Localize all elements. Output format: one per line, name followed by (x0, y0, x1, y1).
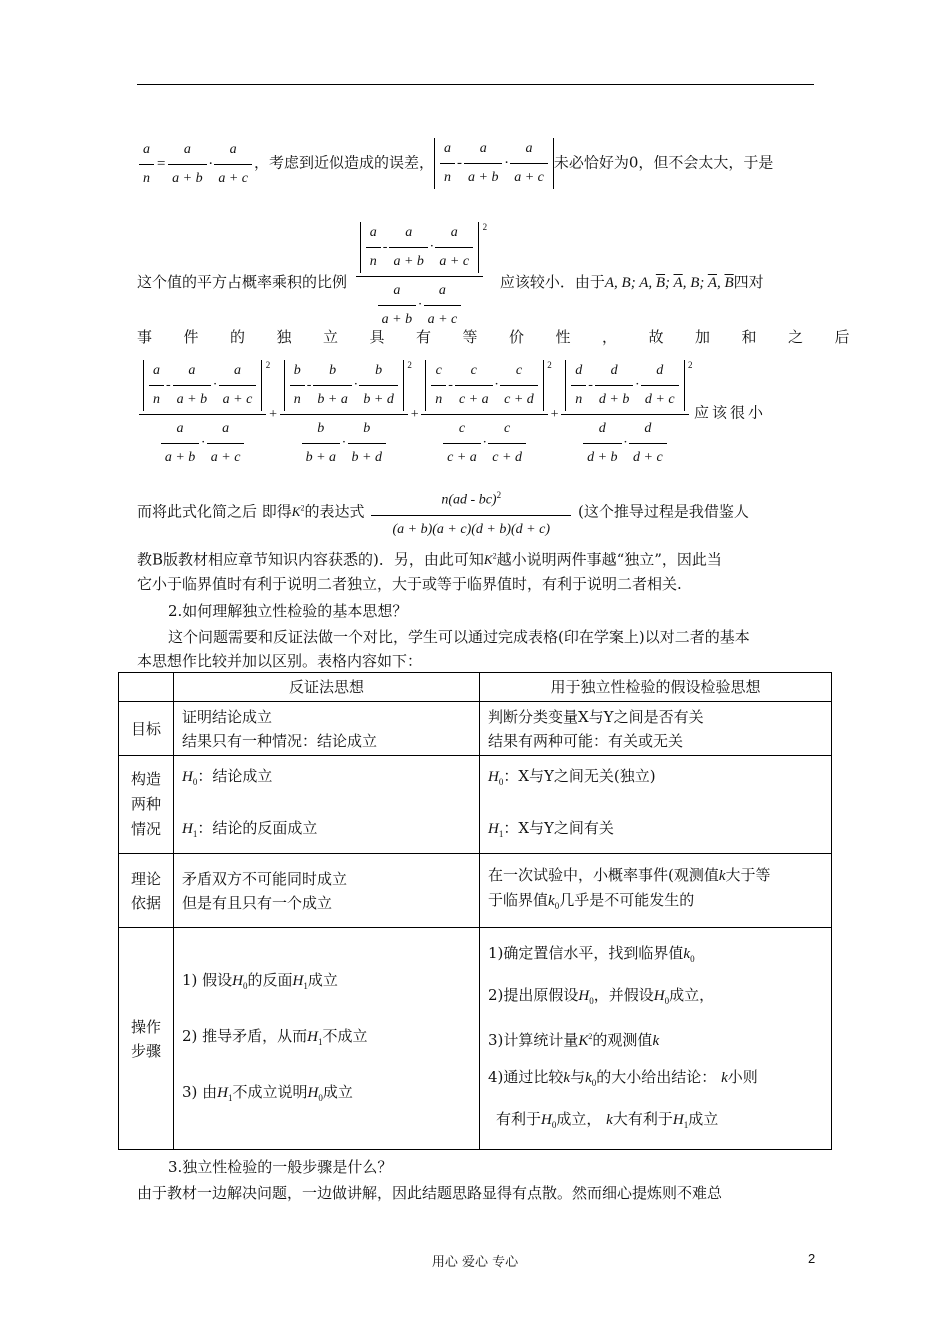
paragraph-2b: 本思想作比较并加以区别。表格内容如下： (137, 652, 423, 670)
paragraph-line-5: 而将此式化简之后 即得$K^2$的表达式 $\frac{n(ad - bc)^2}{(a + b)(a + c)(d + b)(d + c)}$ (这个推导过程是我借鉴人 (137, 484, 817, 541)
cell-text: 1) 假设 (182, 970, 233, 989)
text-l2c: 四对 (733, 272, 764, 291)
paragraph-line-6: 教B版教材相应章节知识内容获悉的)．另，由此可知$K^2$越小说明两件事越“独立”，因此当 (137, 550, 722, 569)
cell-text: 的大小给出结论： (596, 1067, 717, 1086)
comparison-table (118, 672, 832, 1150)
question-2: 2.如何理解独立性检验的基本思想？ (168, 602, 408, 620)
cell-text: 判断分类变量X与Y之间是否有关 (488, 707, 704, 726)
cell-text: 于临界值 (488, 891, 549, 909)
table-row: 操作步骤 1) 假设$H_0$的反面$H_1$成立 2) 推导矛盾，从而$H_1$不成立 3) 由$H_1$不成立说明$H_0$成立 1)确定置信水平，找到临界值$k_0$ 2)提出原假设$H_0$，并假设$H_0$成立， 3)计算统计量$K^2$的观测值k 4)通过比较k与$k_0$的大小给出结论： k小则 有利于$H_0$成立， k大有利于$H_1$成立 (119, 928, 832, 1150)
cell-text: 几乎是不可能发生的 (559, 891, 695, 909)
text-l1b: 未必恰好为0，但不会太大，于是 (553, 153, 774, 172)
cell-text: 但是有且只有一个成立 (182, 893, 333, 912)
table-row: 构造两种情况 $H_0$：结论成立 $H_1$：结论的反面成立 $H_0$：X与Y之间无关(独立) $H_1$：X与Y之间有关 (119, 756, 832, 854)
row-label-steps: 操作步骤 (119, 928, 174, 1150)
cell-text: ：结论成立 (197, 766, 273, 785)
paragraph-line-3: 事件的独立具有等价性，故加和之后 (137, 328, 882, 346)
cell-text: 3)计算统计量 (488, 1030, 579, 1049)
cell-text: 大有利于 (612, 1109, 673, 1128)
cell-text: 结果只有一种情况：结论成立 (182, 731, 378, 750)
cell-text: 成立， (556, 1109, 602, 1128)
cell-text: ，并假设 (593, 985, 654, 1004)
cell-text: 4)通过比较 (488, 1067, 564, 1086)
row-label-theory: 理论依据 (119, 854, 174, 928)
text-l2b: 应该较小．由于 (499, 272, 605, 291)
page-footer: 用心 爱心 专心 (431, 1255, 519, 1270)
cell-text: 的反面 (247, 970, 293, 989)
paragraph-line-2: 这个值的平方占概率乘积的比例 $\frac{a}{n}$ - $\frac{a}{a + b}$ · $\frac{a}{a + c}$ 2 $\frac{a}{a + b}$ · $\frac{a}{a + c}$ 应该较小．由于A, B; A, $\overline{B}$; $\overline{A}$, B; $\overline{A}$, $\overline{B}$四对 (137, 222, 764, 327)
row-label-goal: 目标 (119, 702, 174, 756)
header-rule (137, 84, 814, 85)
cell-text: 矛盾双方不可能同时成立 (182, 869, 348, 888)
text-l1a: ，考虑到近似造成的误差， (254, 153, 435, 172)
table-row (119, 702, 832, 756)
cell-text: 不成立 (322, 1026, 368, 1045)
cell-text: 结果有两种可能：有关或无关 (488, 731, 684, 750)
cell-text: ：结论的反面成立 (197, 818, 318, 837)
text-l6a: 教B版教材相应章节知识内容获悉的)．另，由此可知 (137, 550, 484, 569)
row-label-cases: 构造两种情况 (119, 756, 174, 854)
cell-text: 在一次试验中，小概率事件(观测值 (488, 866, 719, 884)
header-proof-by-contradiction: 反证法思想 (174, 673, 480, 702)
cell-text: 大于等 (725, 866, 771, 884)
cell-text: 成立 (688, 1109, 719, 1128)
header-hypothesis-test: 用于独立性检验的假设检验思想 (480, 673, 832, 702)
cell-text: 与 (570, 1067, 586, 1086)
cell-text: ：X与Y之间无关(独立) (503, 766, 656, 785)
paragraph-line-1: $\frac{a}{n}$ = $\frac{a}{a + b}$ · $\frac{a}{a + c}$ ，考虑到近似造成的误差， $\frac{a}{n}$ - $\frac{a}{a + b}$ · $\frac{a}{a + c}$ 未必恰好为0，但不会太大，于是 (137, 138, 817, 190)
paragraph-2a: 这个问题需要和反证法做一个对比，学生可以通过完成表格(印在学案上)以对二者的基本 (168, 628, 750, 646)
cell-text: 小则 (727, 1067, 758, 1086)
table-header-row (119, 673, 832, 702)
question-3: 3.独立性检验的一般步骤是什么？ (168, 1158, 393, 1176)
page-number: 2 (808, 1251, 816, 1266)
paragraph-3: 由于教材一边解决问题，一边做讲解，因此结题思路显得有点散。然而细心提炼则不难总 (137, 1184, 723, 1202)
cell-text: 3) 由 (182, 1082, 218, 1101)
cell-text: 1)确定置信水平，找到临界值 (488, 943, 684, 962)
cell-text: 有利于 (496, 1109, 542, 1128)
text-l5c: (这个推导过程是我借鉴人 (578, 502, 749, 521)
text-l4b: 应该很小 (694, 403, 767, 422)
cell-text: 2) 推导矛盾，从而 (182, 1026, 308, 1045)
cell-text: 成立 (322, 1082, 353, 1101)
cell-text: ：X与Y之间有关 (503, 818, 614, 837)
text-l6b: 越小说明两件事越“独立”，因此当 (496, 550, 722, 569)
paragraph-line-4: $\frac{a}{n}$ - $\frac{a}{a + b}$ · $\frac{a}{a + c}$ 2 $\frac{a}{a + b}$ · $\frac{a}{a + c}$ + $\frac{b}{n}$ - $\frac{b}{b + a}$ · $\frac{b}{b + d}$ 2 $\frac{b}{b + a}$ · $\frac{b}{b + d}$ + $\frac{c}{n}$ - $\frac{c}{c + a}$ · $\frac{c}{c + d}$ 2 $\frac{c}{c + a}$ · $\frac{c}{c + d}$ + $\frac{d}{n}$ - $\frac{d}{d + b}$ · $\frac{d}{d + c}$ 2 $\frac{d}{d + b}$ · $\frac{d}{d + c}$ 应该很小 (137, 360, 817, 469)
text-l5b: 的表达式 (304, 502, 365, 521)
table-row: 理论依据 矛盾双方不可能同时成立 但是有且只有一个成立 在一次试验中，小概率事件(观测值k大于等 于临界值$k_0$几乎是不可能发生的 (119, 854, 832, 928)
text-l2a: 这个值的平方占概率乘积的比例 (137, 272, 348, 291)
cell-text: 证明结论成立 (182, 707, 273, 726)
cell-text: 成立， (669, 985, 715, 1004)
cell-text: 不成立说明 (232, 1082, 308, 1101)
paragraph-line-7: 它小于临界值时有利于说明二者独立，大于或等于临界值时，有利于说明二者相关. (137, 575, 682, 593)
cell-text: 的观测值 (592, 1030, 653, 1049)
cell-text: 2)提出原假设 (488, 985, 579, 1004)
text-l5a: 而将此式化简之后 即得 (137, 502, 292, 521)
cell-text: 成立 (307, 970, 338, 989)
